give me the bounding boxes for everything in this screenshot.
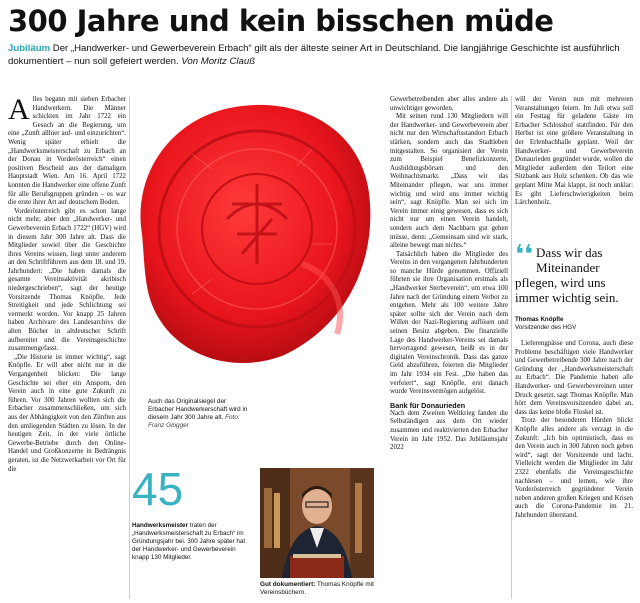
col3-subhead: Bank für Donaurieden	[390, 400, 466, 410]
pull-quote-text: Dass wir das Miteinander pflegen, wird uns immer wichtig sein.	[515, 245, 619, 305]
col4-paragraph: will der Verein nun mit mehreren Veranstaltungen feiern. Im Juli etwa soll ein Festtag für geladene Gäste im Erbacher Schlosshof stattfinden. Für den Herbst ist eine größere Veranstaltung in der Erlenbachhalle geplant. Weil der Handwerker- und Gewerbeverein Donaurieden gegründet wurde, wollen die Mitglieder außerdem den Teilort eine Sitzbank aus Holz schenken. Ob das wie geplant Mitte Mai klappt, ist noch unklar: Es gibt Lieferschwierigkeiten beim Lärchenholz.	[515, 96, 633, 207]
quote-mark-icon: ❛❛	[515, 240, 534, 270]
portrait-caption-text: Thomas Knöpfle mit Vereinsbüchern.	[260, 581, 374, 596]
stat-number: 45	[132, 463, 184, 515]
col3-paragraph: Nach dem Zweiten Weltkrieg fanden die Selbständigen aus dem Ort wieder zusammen und reaktivierten den Erbacher Verein im Jahr 1952. Das Jubiläumsjahr 2022	[390, 409, 508, 452]
pull-quote	[515, 240, 633, 305]
seal-image	[132, 94, 374, 394]
col1-paragraph: Vorderösterreich gibt es schon lange nicht mehr, aber den „Handwerker- und Gewerbeverein Erbach 1722“ (HGV) wird in diesem Jahr 300 Jahre alt. Dass die Mitglieder sowiel über die Geschichte ihres Vereins wissen, liegt unter anderem an den Schriftführern aus dem 18. und 19. Jahrhundert: „Die haben damals die gesamte Vereinsaktivität akribisch niedergeschrieben“, sagt der heutige Vorsitzende Thomas Knöpfle. Jede Streitigkeit und jede Schlichtung sei vermerkt worden. Vor knapp 25 Jahren haben Archivare des Landesarchivs die alten Bücher in altdeutscher Schrift aufbereitet und die Vereinsgeschichte zusammengefasst.	[8, 207, 126, 353]
col4-paragraph: Trotz der besonderen Hürden blickt Knöpfle alles andere als verzagt in die Zukunft: „Ich bin optimistisch, dass es den Verein auch in 300 Jahren noch geben wird“, sagt der Vorsitzende und lacht. Vielleicht werden die Mitglieder im Jahr 2322 ebenfalls die Vereinsgeschichte nachlesen – und lernen, wie ihre Vorderösterreich gegründeter Verein neben anderen großen Kriegen und Krisen auch die Corona-Pandemie im 21. Jahrhundert überstand.	[515, 417, 633, 519]
quote-author-role: Vorsitzender des HGV	[515, 324, 577, 331]
col1-paragraph: lles begann mit sieben Erbacher Handwerkern. Die Männer schickten im Jahr 1722 ein Gesuch an die Regierung, um eine „Zunft allhier auf- und einzurichten“. Wenig später erhielt die „Handwerksmeisterschaft zu Erbach an der Donau in Vorderösterreich“ einen positiven Bescheid aus der damaligen Hauptstadt Wien. Am 16. April 1722 konnten die Handwerker eine offene Zunft für alle Berufsgruppen gründen – es war die erste ihrer Art auf deutschem Boden.	[8, 96, 126, 207]
column-divider	[511, 96, 512, 599]
portrait-image	[260, 468, 374, 578]
seal-caption-text: Auch das Originalsiegel der Erbacher Handwerkerschaft wird in diesem Jahr 300 Jahre alt.	[148, 398, 248, 421]
article-column-4b	[515, 340, 633, 599]
seal-caption	[148, 398, 252, 430]
column-divider	[129, 96, 130, 599]
seal-credit: Foto: Franz Glogger	[148, 414, 240, 429]
article-column-1	[8, 96, 126, 599]
col1-paragraph: „Die Historie ist immer wichtig“, sagt Knöpfle. Er will aber nicht nur in die Vergangenheit blicken: Die lange Geschichte sei eher ein Ansporn, den Verein auch in eine gute Zukunft zu führen. Vor 300 Jahren wollten sich die Erbacher zusammenschließen, um sich aus der Abhängigkeit von den Zünften aus den umliegenden Städten zu lösen. In der heutigen Zeit, in der viele örtliche Gewerbe-Betriebe durch den Online-Handel und Großkonzerne in Bedrängnis geraten, ist die Netzwerkarbeit vor Ort für die	[8, 353, 126, 473]
col4-paragraph: Lieferengpässe und Corona, auch diese Probleme beschäftigen viele Handwerker und Gewerbetreibende 300 Jahre nach der Gründung der „Handwerksmeisterschaft zu Erbach“. Die Pandemie haben alle Handwerker- und Gewerbevereinen unter Druck gesetzt, sagt Thomas Knöpfle. Man hört dem Vereinsvorsitzenden dabei an, dass das keine bloße Floskel ist.	[515, 340, 633, 416]
teaser-author: Von Moritz Clauß	[181, 56, 256, 67]
stat-text	[132, 522, 252, 562]
article-column-4	[515, 96, 633, 242]
portrait-caption-bold: Gut dokumentiert:	[260, 581, 316, 588]
seal-photo	[132, 94, 374, 394]
stat-bold: Handwerksmeister	[132, 522, 188, 529]
drop-cap: A	[8, 96, 30, 126]
article-column-3	[390, 96, 508, 599]
col3-paragraph: Gewerbetreibenden aber alles andere als unwichtiger geworden.	[390, 96, 508, 112]
quote-author-name: Thomas Knöpfle	[515, 316, 564, 323]
teaser	[8, 42, 632, 68]
teaser-text: Der „Handwerker- und Gewerbeverein Erbach“ gilt als der älteste seiner Art in Deutschland. Die langjährige Geschichte ist ausführlich dokumentiert – nun soll gefeiert werden.	[8, 43, 620, 67]
teaser-kicker: Jubiläum	[8, 43, 51, 54]
pull-quote-author	[515, 316, 633, 332]
col3-paragraph: Tatsächlich haben die Mitglieder des Vereins in den vergangenen Jahrhunderten so manche Hürde genommen. Offiziell führten sie ihre Organisation erstmals als „Handwerker Sterbeverein“, um etwa 100 Jahre nach der Gründung einem Verbot zu entgehen. Mehr als 100 weitere Jahre später sollte sich der Verein nach dem Willen der Nazi-Regierung auflösen und seinen Besitz abgeben. Die finanzielle Lage des Handwerker-Vereins sei damals hervorragend gewesen, heißt es in der digitalen Vereinschronik. Dass das ganze Geld abzuführen, feierten die Mitglieder im Jahr 1934 ein Fest. „Die haben das verfeiert“, sagt Knöpfle, erst danach wurde Vereinsvermögen aufgelöst.	[390, 250, 508, 396]
headline: 300 Jahre und kein bisschen müde	[8, 4, 554, 38]
col3-paragraph: Mit seinen rund 130 Mitgliedern will der Handwerker- und Gewerbeverein aber nicht nur den Wirtschaftsstandort Erbach stärken, sondern auch das Stadtleben mitgestalten. So organisiert der Verein zum Beispiel Benefizkonzerte, Ausbildungsbörsen und den Weihnachtsmarkt. „Dass wir das Miteinander pflegen, war uns immer wichtig und wird uns immer wichtig sein“, sagt Knöpfle. Man sei sich im Verein immer einig gewesen, dass es sich nicht nur um einen Verein handelt, sondern auch dem Nachbarn gut gehen müsse, denn: „Gemeinsam sind wir stark, alleine bewegt man nichts.“	[390, 113, 508, 250]
portrait-photo	[260, 468, 374, 578]
portrait-caption	[260, 581, 374, 597]
stat-body: traten der „Handwerksmeisterschaft zu Erbach“ im Gründungsjahr bei. 300 Jahre später hat der Handwerker- und Gewerbeverein knapp 130 Mitglieder.	[132, 522, 246, 561]
